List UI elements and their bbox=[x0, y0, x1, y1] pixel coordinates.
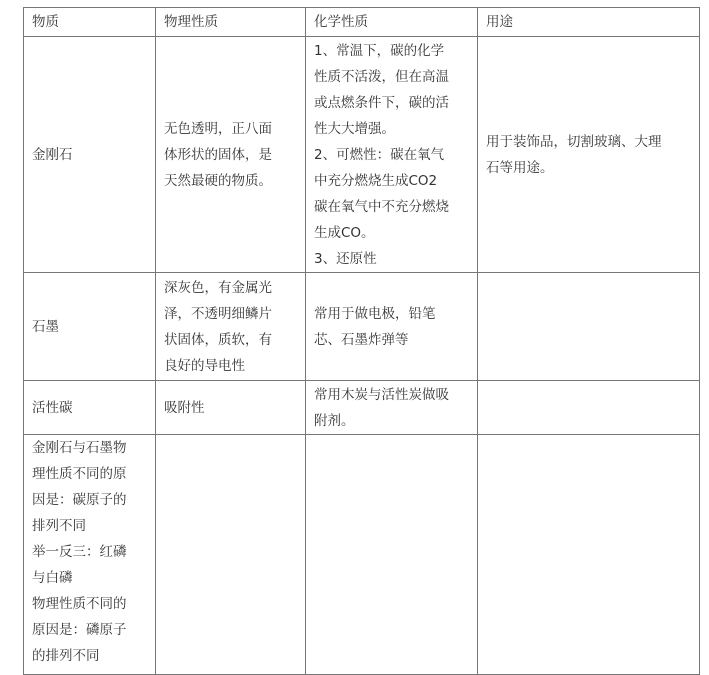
cell-chemical bbox=[306, 435, 478, 675]
cell-chemical bbox=[306, 37, 478, 273]
cell-usage bbox=[478, 273, 700, 381]
cell-line: 常用木炭与活性炭做吸 bbox=[314, 386, 449, 403]
cell-line: 因是：碳原子的 bbox=[32, 492, 127, 508]
cell-chemical bbox=[306, 381, 478, 435]
cell-physical bbox=[156, 435, 306, 675]
table-row-diamond bbox=[24, 37, 700, 273]
cell-line: 3、还原性 bbox=[314, 250, 377, 267]
cell-line: 2、可燃性：碳在氧气 bbox=[314, 146, 445, 163]
header-physical-properties: 物理性质 bbox=[156, 8, 306, 37]
cell-line: 性大大增强。 bbox=[314, 120, 395, 137]
cell-line: 中充分燃烧生成CO2 bbox=[314, 172, 438, 189]
cell-line: 吸附性 bbox=[164, 399, 205, 416]
cell-line: 芯、石墨炸弹等 bbox=[314, 331, 409, 348]
cell-line: 生成CO。 bbox=[314, 224, 375, 241]
cell-substance bbox=[24, 273, 156, 381]
cell-line: 常用于做电极，铅笔 bbox=[314, 305, 436, 322]
cell-line: 附剂。 bbox=[314, 412, 355, 429]
cell-line: 与白磷 bbox=[32, 570, 73, 586]
table-row-note bbox=[24, 435, 700, 675]
cell-line: 原因是：磷原子 bbox=[32, 622, 127, 638]
cell-line: 良好的导电性 bbox=[164, 357, 245, 374]
cell-line: 碳在氧气中不充分燃烧 bbox=[314, 198, 449, 215]
cell-line: 物理性质不同的 bbox=[32, 596, 127, 612]
cell-physical bbox=[156, 381, 306, 435]
header-usage: 用途 bbox=[478, 8, 700, 37]
table-row-activated-carbon bbox=[24, 381, 700, 435]
table-row-graphite bbox=[24, 273, 700, 381]
cell-note bbox=[24, 435, 156, 675]
header-chemical-properties: 化学性质 bbox=[306, 8, 478, 37]
cell-line: 体形状的固体，是 bbox=[164, 146, 272, 163]
cell-line: 理性质不同的原 bbox=[32, 466, 127, 482]
cell-line: 状固体，质软，有 bbox=[164, 331, 272, 348]
cell-line: 的排列不同 bbox=[32, 648, 100, 664]
cell-line: 天然最硬的物质。 bbox=[164, 172, 272, 189]
header-row bbox=[24, 8, 700, 37]
carbon-properties-table bbox=[23, 7, 700, 675]
cell-line: 金刚石与石墨物 bbox=[32, 440, 127, 456]
cell-line: 泽，不透明细鳞片 bbox=[164, 305, 272, 322]
header-substance: 物质 bbox=[24, 8, 156, 37]
cell-usage bbox=[478, 435, 700, 675]
cell-usage bbox=[478, 37, 700, 273]
cell-physical bbox=[156, 37, 306, 273]
cell-line: 深灰色，有金属光 bbox=[164, 279, 272, 296]
cell-usage bbox=[478, 381, 700, 435]
cell-line: 或点燃条件下，碳的活 bbox=[314, 94, 449, 111]
cell-line: 举一反三：红磷 bbox=[32, 544, 127, 560]
cell-line: 用于装饰品，切割玻璃、大理 bbox=[486, 133, 662, 150]
cell-physical bbox=[156, 273, 306, 381]
cell-line: 无色透明，正八面 bbox=[164, 120, 272, 137]
cell-substance bbox=[24, 37, 156, 273]
cell-chemical bbox=[306, 273, 478, 381]
cell-substance bbox=[24, 381, 156, 435]
cell-line: 石等用途。 bbox=[486, 159, 554, 176]
cell-line: 活性碳 bbox=[32, 399, 73, 416]
cell-line: 石墨 bbox=[32, 318, 59, 335]
cell-line: 金刚石 bbox=[32, 146, 73, 163]
cell-line: 性质不活泼，但在高温 bbox=[314, 68, 449, 85]
cell-line: 排列不同 bbox=[32, 518, 86, 534]
cell-line: 1、常温下，碳的化学 bbox=[314, 42, 445, 59]
